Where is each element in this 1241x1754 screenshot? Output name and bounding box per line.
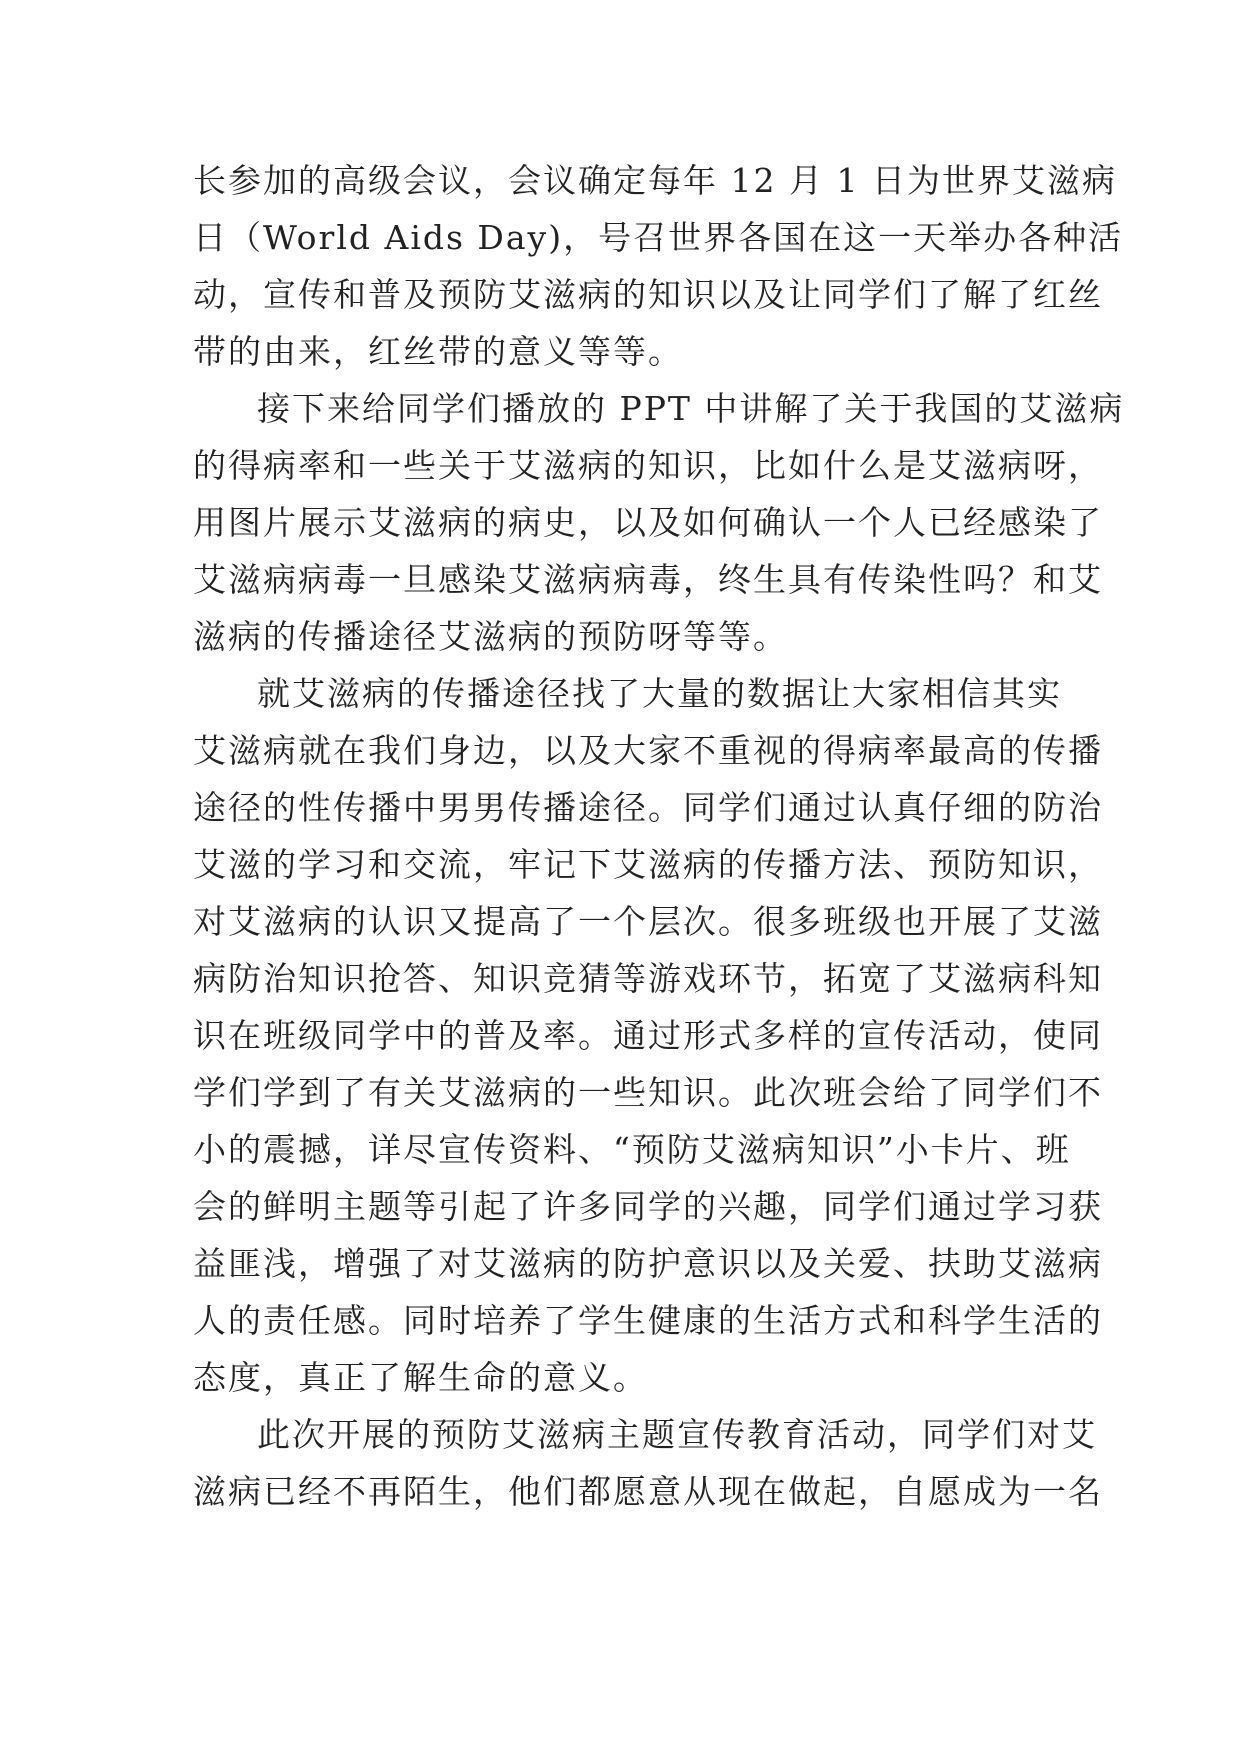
text-line: 日（World Aids Day)，号召世界各国在这一天举办各种活 <box>193 218 1124 257</box>
paragraph-1 <box>193 152 1124 380</box>
text-line: 益匪浅，增强了对艾滋病的防护意识以及关爱、扶助艾滋病 <box>193 1244 1103 1283</box>
text-line: 对艾滋病的认识又提高了一个层次。很多班级也开展了艾滋 <box>193 902 1103 941</box>
paragraph-3 <box>193 665 1103 1406</box>
text-line: 病防治知识抢答、知识竞猜等游戏环节，拓宽了艾滋病科知 <box>193 959 1103 998</box>
text-line: 识在班级同学中的普及率。通过形式多样的宣传活动，使同 <box>193 1016 1103 1055</box>
text-line: 小的震撼，详尽宣传资料、“预防艾滋病知识”小卡片、班 <box>193 1130 1071 1169</box>
text-line: 动，宣传和普及预防艾滋病的知识以及让同学们了解了红丝 <box>193 275 1103 314</box>
text-line: 态度，真正了解生命的意义。 <box>193 1358 648 1397</box>
text-line: 滋病的传播途径艾滋病的预防呀等等。 <box>193 617 788 656</box>
text-line: 带的由来，红丝带的意义等等。 <box>193 332 683 371</box>
text-line: 艾滋病就在我们身边，以及大家不重视的得病率最高的传播 <box>193 731 1103 770</box>
text-line: 的得病率和一些关于艾滋病的知识，比如什么是艾滋病呀， <box>193 446 1103 485</box>
text-line: 人的责任感。同时培养了学生健康的生活方式和科学生活的 <box>193 1301 1103 1340</box>
text-line: 学们学到了有关艾滋病的一些知识。此次班会给了同学们不 <box>193 1073 1103 1112</box>
text-line: 此次开展的预防艾滋病主题宣传教育活动，同学们对艾 <box>257 1415 1097 1454</box>
document-body <box>193 152 1125 1520</box>
paragraph-2 <box>193 380 1125 665</box>
paragraph-4 <box>193 1406 1103 1520</box>
text-line: 用图片展示艾滋病的病史，以及如何确认一个人已经感染了 <box>193 503 1103 542</box>
text-line: 接下来给同学们播放的 PPT 中讲解了关于我国的艾滋病 <box>257 389 1125 428</box>
text-line: 艾滋的学习和交流，牢记下艾滋病的传播方法、预防知识， <box>193 845 1103 884</box>
text-line: 途径的性传播中男男传播途径。同学们通过认真仔细的防治 <box>193 788 1103 827</box>
text-line: 就艾滋病的传播途径找了大量的数据让大家相信其实 <box>257 674 1062 713</box>
text-line: 滋病已经不再陌生，他们都愿意从现在做起，自愿成为一名 <box>193 1472 1103 1511</box>
text-line: 会的鲜明主题等引起了许多同学的兴趣，同学们通过学习获 <box>193 1187 1103 1226</box>
text-line: 长参加的高级会议，会议确定每年 12 月 1 日为世界艾滋病 <box>193 161 1117 200</box>
text-line: 艾滋病病毒一旦感染艾滋病病毒，终生具有传染性吗？和艾 <box>193 560 1103 599</box>
